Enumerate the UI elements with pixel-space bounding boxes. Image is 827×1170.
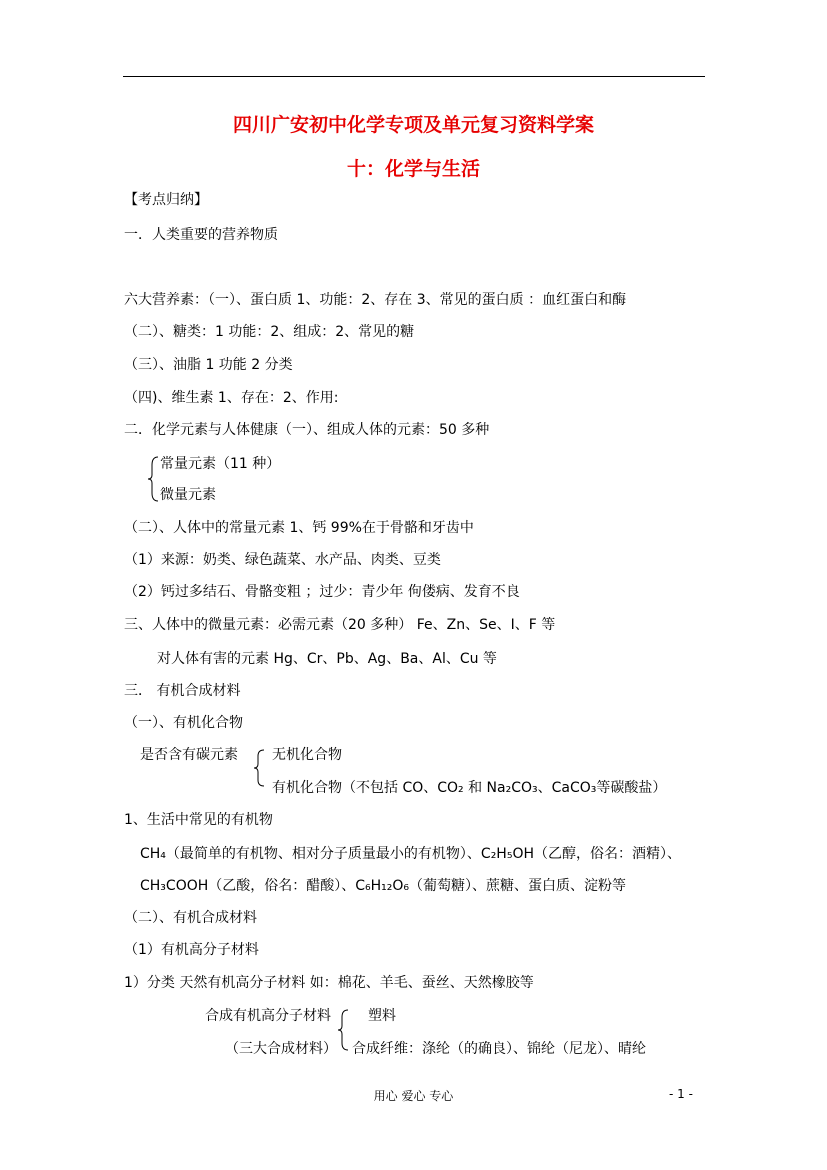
brace-icon bbox=[252, 748, 266, 788]
text-line: （1）来源：奶类、绿色蔬菜、水产品、肉类、豆类 bbox=[124, 552, 441, 568]
section-heading: 【考点归纳】 bbox=[124, 192, 208, 208]
text-line: 对人体有害的元素 Hg、Cr、Pb、Ag、Ba、Al、Cu 等 bbox=[157, 651, 497, 667]
heading-nutrients: 一．人类重要的营养物质 bbox=[124, 227, 278, 243]
text-line: （二）、人体中的常量元素 1、钙 99%在于骨骼和牙齿中 bbox=[124, 520, 474, 536]
text-line: （四)、维生素 1、存在：2、作用: bbox=[124, 390, 339, 406]
page-number: - 1 - bbox=[669, 1087, 693, 1101]
text-line: 合成纤维：涤纶（的确良）、锦纶（尼龙）、晴纶 bbox=[352, 1041, 646, 1057]
document-subtitle: 十：化学与生活 bbox=[346, 158, 480, 180]
text-line: （二）、有机合成材料 bbox=[124, 910, 257, 926]
heading-materials: 三． 有机合成材料 bbox=[124, 683, 241, 699]
text-line: 有机化合物（不包括 CO、CO₂ 和 Na₂CO₃、CaCO₃等碳酸盐） bbox=[272, 780, 667, 796]
text-line: （2）钙过多结石、骨骼变粗 ；过少：青少年 佝偻病、发育不良 bbox=[124, 584, 520, 600]
text-line: 六大营养素：（一）、蛋白质 1、功能：2、存在 3、常见的蛋白质 ：血红蛋白和酶 bbox=[124, 292, 627, 308]
text-line: 是否含有碳元素 bbox=[140, 747, 238, 763]
text-line: 常量元素（11 种） bbox=[160, 456, 281, 472]
document-title: 四川广安初中化学专项及单元复习资料学案 bbox=[232, 114, 594, 136]
text-line: （一）、有机化合物 bbox=[124, 715, 243, 731]
text-line: 微量元素 bbox=[160, 487, 216, 503]
header-rule bbox=[123, 76, 705, 77]
heading-elements: 二．化学元素与人体健康（一）、组成人体的元素：50 多种 bbox=[124, 422, 490, 438]
text-line: （1）有机高分子材料 bbox=[124, 942, 259, 958]
text-line: 1、生活中常见的有机物 bbox=[124, 812, 273, 828]
text-line: 三、人体中的微量元素：必需元素（20 多种） Fe、Zn、Se、I、F 等 bbox=[124, 617, 556, 633]
brace-icon bbox=[336, 1008, 350, 1052]
page-footer: 用心 爱心 专心 bbox=[373, 1089, 454, 1103]
text-line: CH₃COOH（乙酸，俗名：醋酸）、C₆H₁₂O₆（葡萄糖）、蔗糖、蛋白质、淀粉等 bbox=[140, 878, 627, 894]
text-line: （三）、油脂 1 功能 2 分类 bbox=[124, 357, 293, 373]
text-line: 无机化合物 bbox=[272, 747, 342, 763]
text-line: 塑料 bbox=[368, 1008, 396, 1024]
text-line: （三大合成材料） bbox=[225, 1041, 337, 1057]
text-line: 1）分类 天然有机高分子材料 如：棉花、羊毛、蚕丝、天然橡胶等 bbox=[124, 975, 534, 991]
brace-icon bbox=[146, 455, 160, 503]
text-line: CH₄（最简单的有机物、相对分子质量最小的有机物）、C₂H₅OH（乙醇，俗名：酒精）、 bbox=[140, 846, 681, 862]
text-line: 合成有机高分子材料 bbox=[205, 1008, 331, 1024]
text-line: （二）、糖类：1 功能：2、组成：2、常见的糖 bbox=[124, 324, 415, 340]
